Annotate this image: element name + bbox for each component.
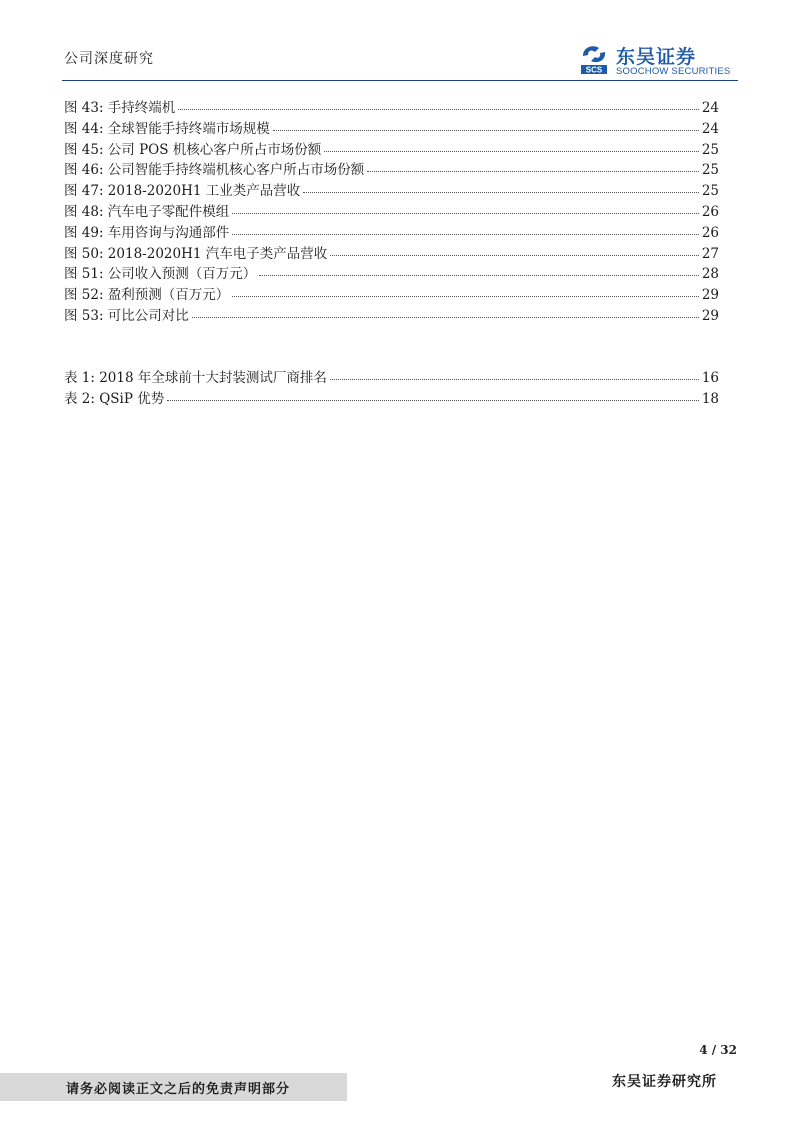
toc-entry-label: 图 48: 汽车电子零配件模组 <box>64 203 230 220</box>
logo-chinese-name: 东吴证券 <box>616 46 697 68</box>
toc-entry-label: 图 53: 可比公司对比 <box>64 307 189 324</box>
toc-entry[interactable] <box>64 387 719 408</box>
toc-leader-dots <box>367 170 699 172</box>
toc-entry[interactable] <box>64 158 719 179</box>
toc-entry-page: 28 <box>701 266 719 283</box>
toc-entry-page: 25 <box>701 141 719 158</box>
header-divider <box>62 80 738 81</box>
toc-leader-dots <box>232 295 699 297</box>
toc-entry-label: 图 44: 全球智能手持终端市场规模 <box>64 120 270 137</box>
report-type-title: 公司深度研究 <box>64 51 154 67</box>
toc-leader-dots <box>324 150 699 152</box>
toc-leader-dots <box>303 191 699 193</box>
toc-leader-dots <box>330 254 699 256</box>
toc-leader-dots <box>167 399 699 401</box>
toc-entry-label: 表 2: QSiP 优势 <box>64 390 165 407</box>
toc-entry-page: 18 <box>701 390 719 407</box>
toc-entry-page: 25 <box>701 162 719 179</box>
toc-entry-label: 图 49: 车用咨询与沟通部件 <box>64 224 230 241</box>
toc-entry-page: 26 <box>701 224 719 241</box>
toc-entry[interactable] <box>64 366 719 387</box>
toc-leader-dots <box>232 233 699 235</box>
toc-entry[interactable] <box>64 242 719 263</box>
toc-leader-dots <box>273 129 699 131</box>
toc-entry[interactable] <box>64 283 719 304</box>
toc-entry-label: 图 47: 2018-2020H1 工业类产品营收 <box>64 183 301 200</box>
toc-entry-label: 图 43: 手持终端机 <box>64 100 176 116</box>
toc-entry-label: 图 50: 2018-2020H1 汽车电子类产品营收 <box>64 245 328 262</box>
toc-entry[interactable] <box>64 262 719 283</box>
toc-entry-page: 16 <box>701 370 719 386</box>
toc-entry[interactable] <box>64 200 719 221</box>
toc-entry-page: 24 <box>701 120 719 137</box>
soochow-securities-logo <box>575 40 740 80</box>
toc-entry[interactable] <box>64 179 719 200</box>
toc-entry[interactable] <box>64 304 719 325</box>
table-list <box>64 366 719 408</box>
toc-entry-label: 图 51: 公司收入预测（百万元） <box>64 266 257 283</box>
toc-leader-dots <box>192 316 699 318</box>
toc-entry[interactable] <box>64 117 719 138</box>
toc-entry-page: 29 <box>701 307 719 324</box>
toc-entry-label: 图 45: 公司 POS 机核心客户所占市场份额 <box>64 141 322 158</box>
page-number: 4 / 32 <box>699 1043 737 1057</box>
toc-leader-dots <box>232 212 699 214</box>
toc-leader-dots <box>330 378 699 380</box>
toc-entry[interactable] <box>64 221 719 242</box>
toc-entry-label: 图 52: 盈利预测（百万元） <box>64 287 230 304</box>
toc-entry-page: 25 <box>701 183 719 200</box>
toc-entry[interactable] <box>64 138 719 159</box>
toc-entry-page: 26 <box>701 203 719 220</box>
soochow-logo-mark-icon <box>579 42 609 76</box>
toc-entry-page: 27 <box>701 245 719 262</box>
toc-entry-label: 图 46: 公司智能手持终端机核心客户所占市场份额 <box>64 162 365 179</box>
footer-institute-name: 东吴证券研究所 <box>612 1074 717 1090</box>
toc-entry-page: 29 <box>701 287 719 304</box>
logo-mark-text: SCS <box>585 65 603 75</box>
toc-leader-dots <box>178 108 699 110</box>
toc-entry-label: 表 1: 2018 年全球前十大封装测试厂商排名 <box>64 370 327 386</box>
toc-entry-page: 24 <box>701 100 719 116</box>
toc-entry[interactable] <box>64 96 719 117</box>
footer-disclaimer: 请务必阅读正文之后的免责声明部分 <box>66 1082 291 1097</box>
figure-list <box>64 96 719 325</box>
toc-leader-dots <box>259 274 699 276</box>
logo-english-name: SOOCHOW SECURITIES <box>616 66 731 77</box>
